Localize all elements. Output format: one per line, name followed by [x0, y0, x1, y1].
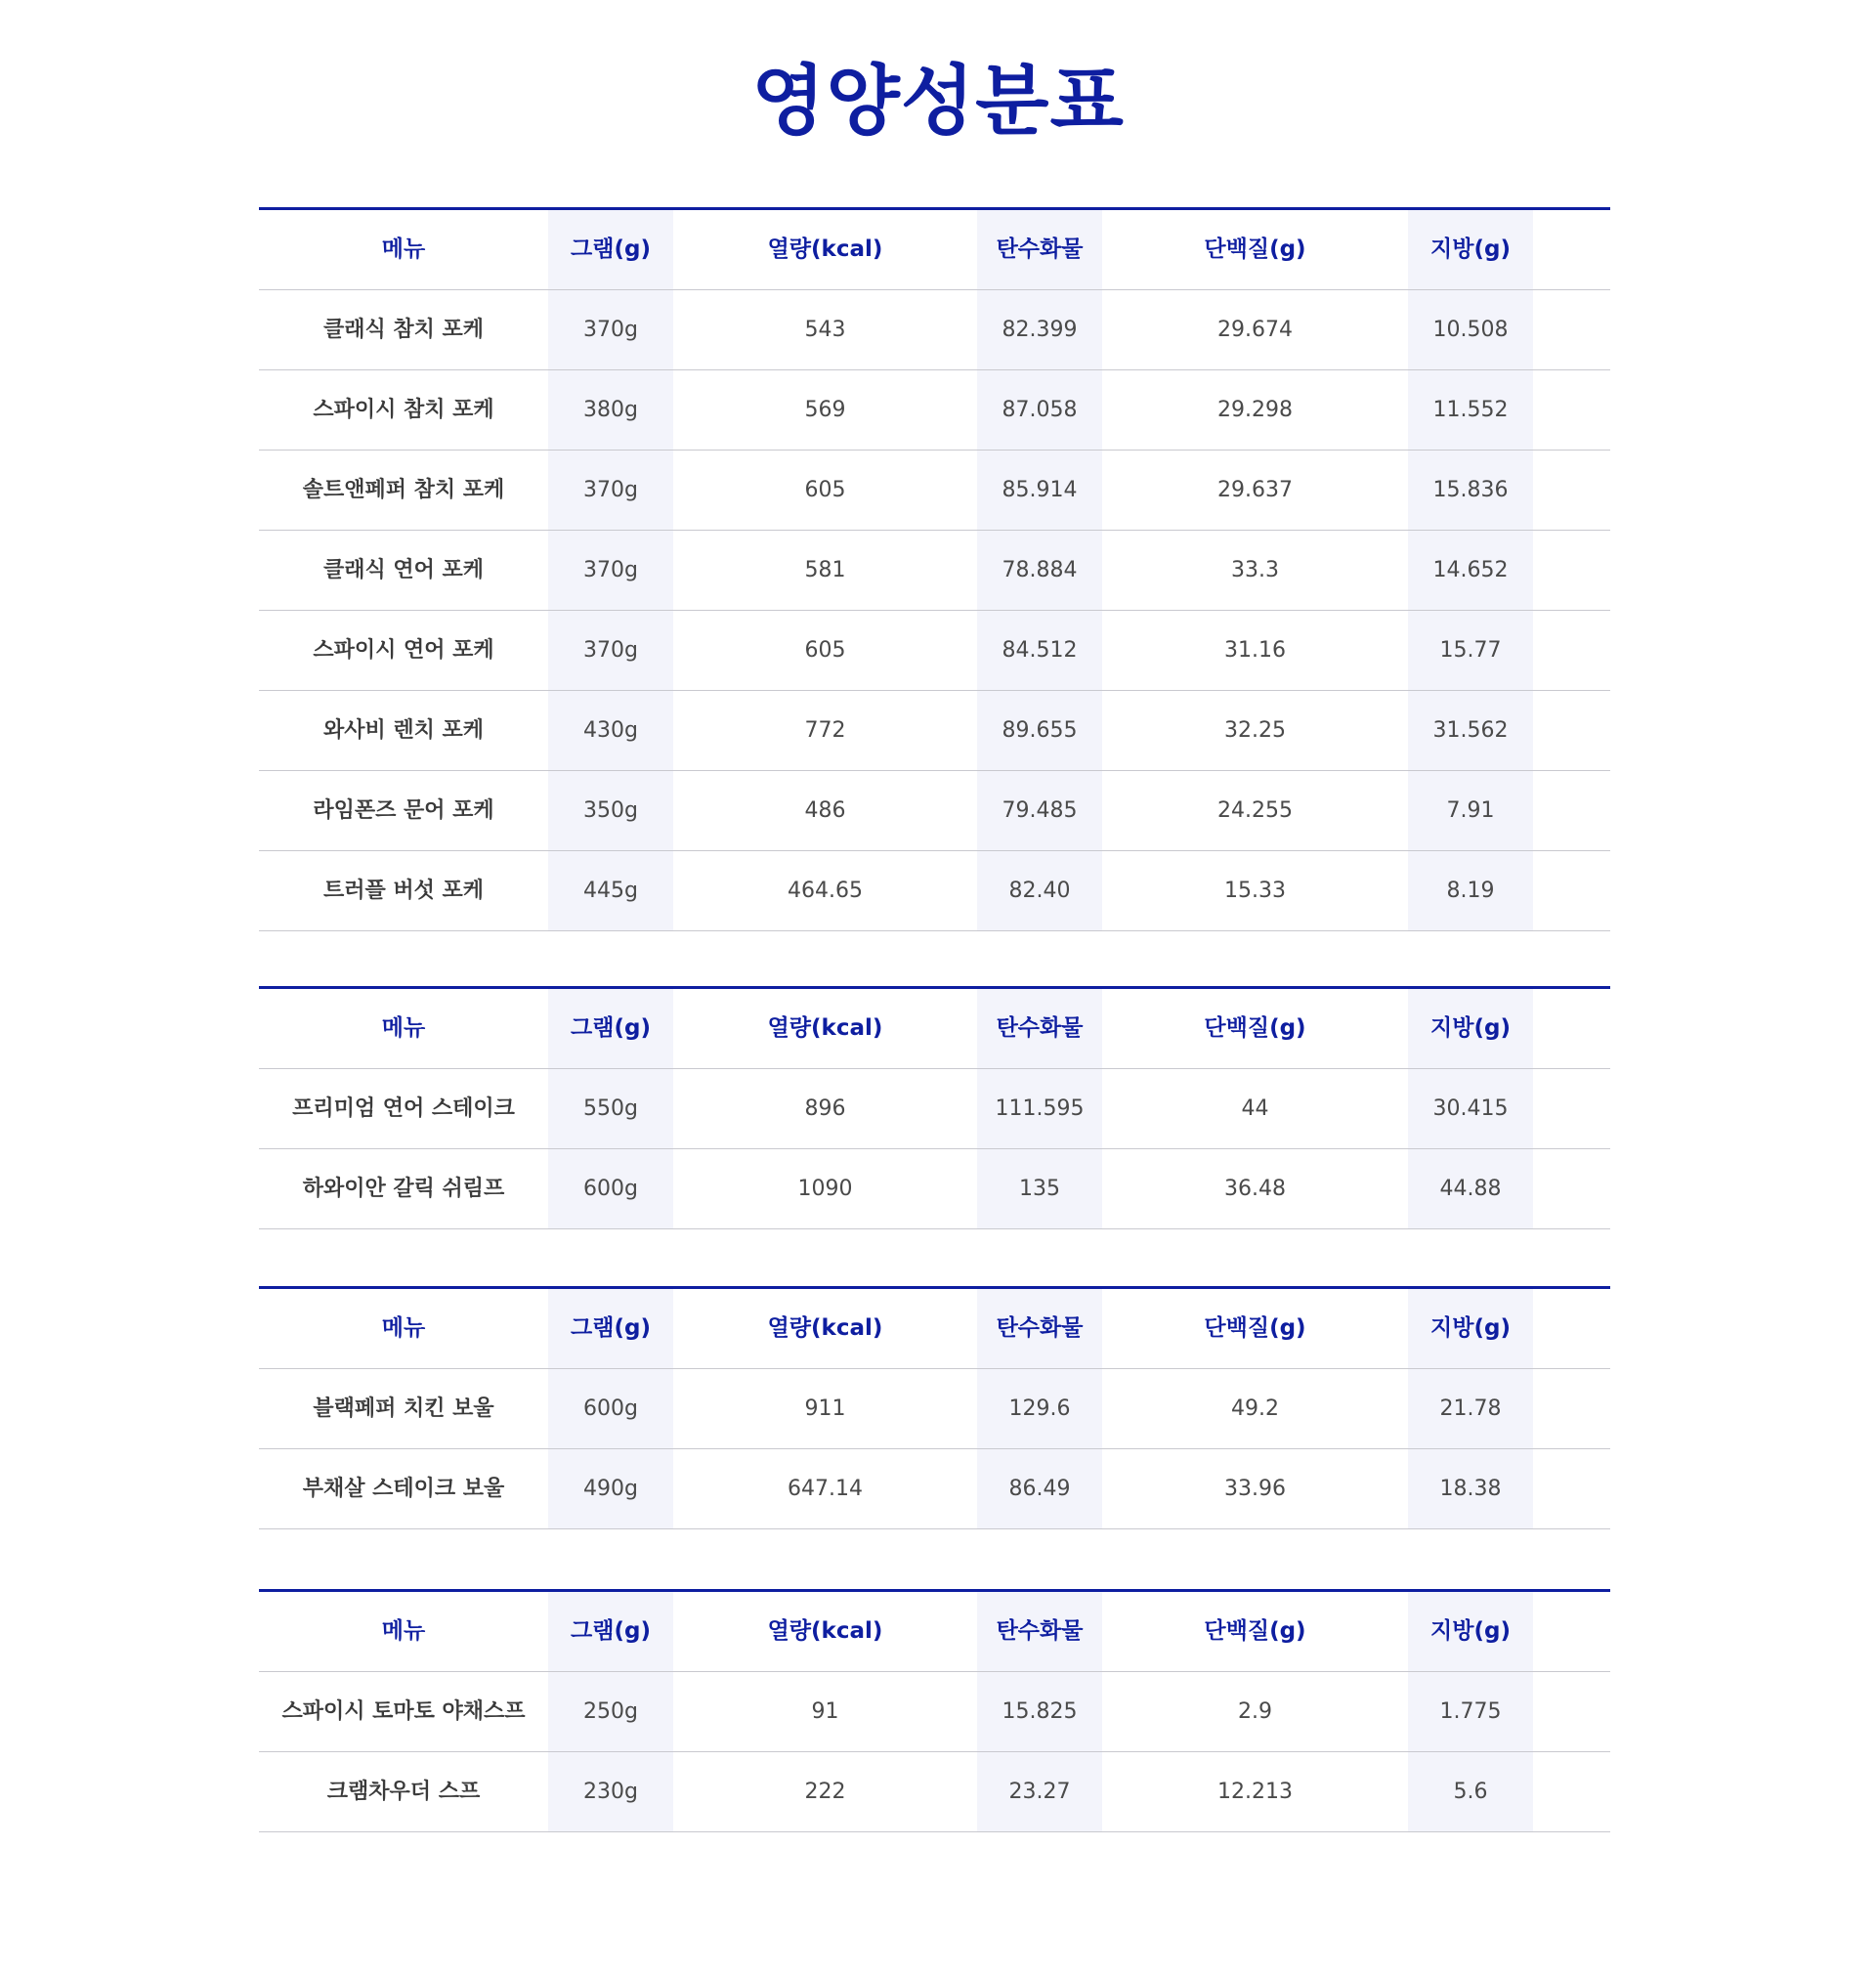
header-spacer — [1533, 988, 1610, 1069]
row-spacer — [1533, 1369, 1610, 1449]
table-row — [259, 691, 1610, 771]
menu-name: 부채살 스테이크 보울 — [259, 1449, 548, 1529]
menu-name: 클래식 참치 포케 — [259, 290, 548, 370]
gram-value: 250g — [548, 1672, 673, 1752]
row-spacer — [1533, 771, 1610, 851]
gram-value: 550g — [548, 1069, 673, 1149]
header-kcal: 열량(kcal) — [673, 1591, 977, 1672]
header-gram: 그램(g) — [548, 988, 673, 1069]
nutrition-table — [259, 986, 1610, 1229]
header-menu: 메뉴 — [259, 1591, 548, 1672]
gram-value: 350g — [548, 771, 673, 851]
header-gram: 그램(g) — [548, 1591, 673, 1672]
menu-name: 스파이시 참치 포케 — [259, 370, 548, 451]
gram-value: 380g — [548, 370, 673, 451]
carb-value: 84.512 — [977, 611, 1102, 691]
menu-name: 와사비 렌치 포케 — [259, 691, 548, 771]
fat-value: 11.552 — [1408, 370, 1533, 451]
protein-value: 29.298 — [1102, 370, 1408, 451]
header-menu: 메뉴 — [259, 988, 548, 1069]
menu-name: 프리미엄 연어 스테이크 — [259, 1069, 548, 1149]
kcal-value: 486 — [673, 771, 977, 851]
protein-value: 33.96 — [1102, 1449, 1408, 1529]
table-row — [259, 1069, 1610, 1149]
nutrition-table-soup — [259, 1589, 1610, 1832]
table-row — [259, 451, 1610, 531]
header-menu: 메뉴 — [259, 1288, 548, 1369]
header-menu: 메뉴 — [259, 209, 548, 290]
gram-value: 370g — [548, 451, 673, 531]
gram-value: 230g — [548, 1752, 673, 1832]
fat-value: 1.775 — [1408, 1672, 1533, 1752]
header-carb: 탄수화물 — [977, 1591, 1102, 1672]
protein-value: 49.2 — [1102, 1369, 1408, 1449]
table-header-row — [259, 1591, 1610, 1672]
carb-value: 135 — [977, 1149, 1102, 1229]
menu-name: 블랙페퍼 치킨 보울 — [259, 1369, 548, 1449]
table-header-row — [259, 988, 1610, 1069]
menu-name: 크램차우더 스프 — [259, 1752, 548, 1832]
header-kcal: 열량(kcal) — [673, 1288, 977, 1369]
header-carb: 탄수화물 — [977, 209, 1102, 290]
fat-value: 18.38 — [1408, 1449, 1533, 1529]
kcal-value: 647.14 — [673, 1449, 977, 1529]
kcal-value: 464.65 — [673, 851, 977, 931]
protein-value: 31.16 — [1102, 611, 1408, 691]
menu-name: 솔트앤페퍼 참치 포케 — [259, 451, 548, 531]
table-header-row — [259, 209, 1610, 290]
protein-value: 29.674 — [1102, 290, 1408, 370]
carb-value: 129.6 — [977, 1369, 1102, 1449]
table-row — [259, 1149, 1610, 1229]
header-protein: 단백질(g) — [1102, 1591, 1408, 1672]
header-carb: 탄수화물 — [977, 988, 1102, 1069]
fat-value: 31.562 — [1408, 691, 1533, 771]
nutrition-table — [259, 207, 1610, 931]
fat-value: 14.652 — [1408, 531, 1533, 611]
carb-value: 79.485 — [977, 771, 1102, 851]
gram-value: 600g — [548, 1149, 673, 1229]
kcal-value: 605 — [673, 611, 977, 691]
protein-value: 44 — [1102, 1069, 1408, 1149]
carb-value: 82.399 — [977, 290, 1102, 370]
protein-value: 33.3 — [1102, 531, 1408, 611]
carb-value: 85.914 — [977, 451, 1102, 531]
protein-value: 36.48 — [1102, 1149, 1408, 1229]
header-fat: 지방(g) — [1408, 209, 1533, 290]
kcal-value: 911 — [673, 1369, 977, 1449]
gram-value: 370g — [548, 531, 673, 611]
gram-value: 445g — [548, 851, 673, 931]
fat-value: 21.78 — [1408, 1369, 1533, 1449]
fat-value: 30.415 — [1408, 1069, 1533, 1149]
menu-name: 스파이시 연어 포케 — [259, 611, 548, 691]
header-gram: 그램(g) — [548, 209, 673, 290]
table-row — [259, 531, 1610, 611]
header-protein: 단백질(g) — [1102, 209, 1408, 290]
row-spacer — [1533, 531, 1610, 611]
header-fat: 지방(g) — [1408, 1288, 1533, 1369]
protein-value: 32.25 — [1102, 691, 1408, 771]
kcal-value: 569 — [673, 370, 977, 451]
header-kcal: 열량(kcal) — [673, 209, 977, 290]
menu-name: 스파이시 토마토 야채스프 — [259, 1672, 548, 1752]
row-spacer — [1533, 290, 1610, 370]
row-spacer — [1533, 691, 1610, 771]
fat-value: 15.836 — [1408, 451, 1533, 531]
table-row — [259, 1369, 1610, 1449]
nutrition-table-poke — [259, 207, 1610, 931]
carb-value: 15.825 — [977, 1672, 1102, 1752]
row-spacer — [1533, 851, 1610, 931]
kcal-value: 543 — [673, 290, 977, 370]
page-title: 영양성분표 — [751, 58, 1125, 146]
carb-value: 87.058 — [977, 370, 1102, 451]
fat-value: 44.88 — [1408, 1149, 1533, 1229]
table-row — [259, 851, 1610, 931]
header-kcal: 열량(kcal) — [673, 988, 977, 1069]
table-row — [259, 1672, 1610, 1752]
protein-value: 29.637 — [1102, 451, 1408, 531]
fat-value: 15.77 — [1408, 611, 1533, 691]
menu-name: 트러플 버섯 포케 — [259, 851, 548, 931]
header-gram: 그램(g) — [548, 1288, 673, 1369]
menu-name: 하와이안 갈릭 쉬림프 — [259, 1149, 548, 1229]
nutrition-table-bowl — [259, 1286, 1610, 1529]
carb-value: 78.884 — [977, 531, 1102, 611]
carb-value: 86.49 — [977, 1449, 1102, 1529]
table-row — [259, 771, 1610, 851]
gram-value: 430g — [548, 691, 673, 771]
row-spacer — [1533, 1672, 1610, 1752]
header-protein: 단백질(g) — [1102, 1288, 1408, 1369]
row-spacer — [1533, 1069, 1610, 1149]
table-row — [259, 1449, 1610, 1529]
header-spacer — [1533, 1288, 1610, 1369]
fat-value: 8.19 — [1408, 851, 1533, 931]
header-spacer — [1533, 1591, 1610, 1672]
table-row — [259, 290, 1610, 370]
carb-value: 111.595 — [977, 1069, 1102, 1149]
carb-value: 82.40 — [977, 851, 1102, 931]
nutrition-table — [259, 1589, 1610, 1832]
nutrition-table — [259, 1286, 1610, 1529]
protein-value: 2.9 — [1102, 1672, 1408, 1752]
table-row — [259, 370, 1610, 451]
row-spacer — [1533, 370, 1610, 451]
protein-value: 24.255 — [1102, 771, 1408, 851]
kcal-value: 605 — [673, 451, 977, 531]
kcal-value: 1090 — [673, 1149, 977, 1229]
row-spacer — [1533, 611, 1610, 691]
table-header-row — [259, 1288, 1610, 1369]
gram-value: 600g — [548, 1369, 673, 1449]
kcal-value: 91 — [673, 1672, 977, 1752]
header-carb: 탄수화물 — [977, 1288, 1102, 1369]
row-spacer — [1533, 451, 1610, 531]
protein-value: 15.33 — [1102, 851, 1408, 931]
fat-value: 10.508 — [1408, 290, 1533, 370]
carb-value: 23.27 — [977, 1752, 1102, 1832]
kcal-value: 222 — [673, 1752, 977, 1832]
header-fat: 지방(g) — [1408, 1591, 1533, 1672]
gram-value: 370g — [548, 611, 673, 691]
row-spacer — [1533, 1449, 1610, 1529]
table-row — [259, 1752, 1610, 1832]
nutrition-table-steak — [259, 986, 1610, 1229]
fat-value: 5.6 — [1408, 1752, 1533, 1832]
protein-value: 12.213 — [1102, 1752, 1408, 1832]
menu-name: 클래식 연어 포케 — [259, 531, 548, 611]
fat-value: 7.91 — [1408, 771, 1533, 851]
row-spacer — [1533, 1752, 1610, 1832]
kcal-value: 772 — [673, 691, 977, 771]
gram-value: 490g — [548, 1449, 673, 1529]
table-row — [259, 611, 1610, 691]
row-spacer — [1533, 1149, 1610, 1229]
kcal-value: 896 — [673, 1069, 977, 1149]
kcal-value: 581 — [673, 531, 977, 611]
menu-name: 라임폰즈 문어 포케 — [259, 771, 548, 851]
header-protein: 단백질(g) — [1102, 988, 1408, 1069]
carb-value: 89.655 — [977, 691, 1102, 771]
gram-value: 370g — [548, 290, 673, 370]
header-spacer — [1533, 209, 1610, 290]
header-fat: 지방(g) — [1408, 988, 1533, 1069]
